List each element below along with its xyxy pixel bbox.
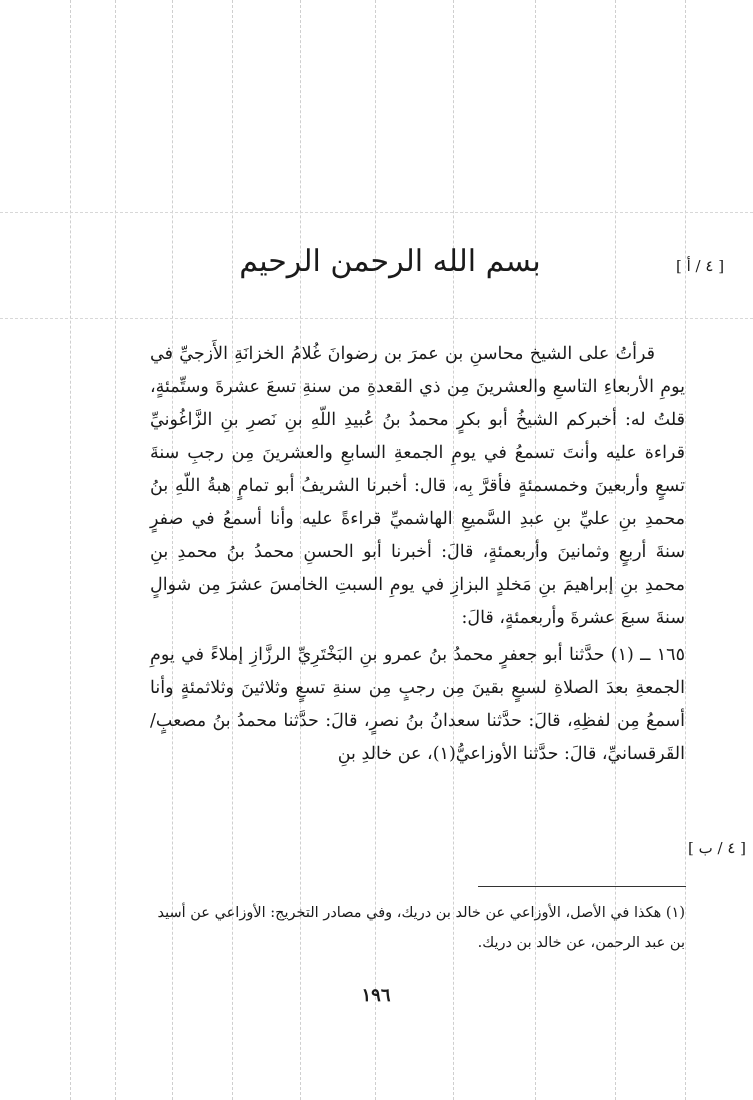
isnad-paragraph: قرأتُ على الشيخ محاسنِ بن عمرَ بن رضوانَ غُلامُ الخزانَةِ الأَزجيِّ في يومِ الأربعاءِ التاسعِ والعشرينَ مِن ذي القعدةِ من سنةِ تسعَ عشرةَ وستِّمئةٍ، قلتُ له: أخبركم الشيخُ أبو بكرٍ محمدُ بنُ عُبيدِ اللّهِ بنِ نَصرِ بنِ الزَّاغُونيِّ قراءة عليه وأنتَ تسمعُ في يومِ الجمعةِ السابعِ والعشرينَ مِن رجبِ سنةَ تسعٍ وأربعينَ وخمسمئةٍ فأقرَّ بِه، قال: أخبرنا الشريفُ أبو تمامٍ هبةُ اللّهِ بنُ محمدِ بنِ عليِّ بنِ عبدِ السَّميعِ الهاشميِّ قراءةً عليه وأنا أسمعُ في صفرٍ سنةَ أربعٍ وثمانينَ وأربعمئةٍ، قالَ: أخبرنا أبو الحسنِ محمدُ بنُ محمدِ بنِ محمدِ بنِ إبراهيمَ بنِ مَخلدٍ البزازِ في يومِ السبتِ الخامسَ عشرَ مِن شوالٍ سنةَ سبعَ عشرةَ وأربعمئةٍ، قالَ: xyxy=(150,344,685,628)
hadith-paragraph: ١٦٥ ــ (١) حدَّثنا أبو جعفرٍ محمدُ بنُ عمرو بنِ البَخْتَرِيِّ الرزَّازِ إملاءً في يومِ الجمعةِ بعدَ الصلاةِ لسبعٍ بقينَ مِن رجبٍ مِن سنةِ تسعٍ وثلاثينَ وثلاثمئةٍ وأنا أسمعُ مِن لفظِهِ، قالَ: حدَّثنا سعدانُ بنُ نصرٍ، قالَ: حدَّثنا محمدُ بنُ مصعبٍ/ القَرقسانيِّ، قالَ: حدَّثنا الأوزاعيُّ(١)، عن خالدِ بنِ xyxy=(150,645,685,764)
basmala-heading: بسم الله الرحمن الرحيم xyxy=(239,244,541,279)
footnote: (١) هكذا في الأصل، الأوزاعي عن خالد بن دريك، وفي مصادر التخريج: الأوزاعي عن أسيد بن عبد الرحمن، عن خالد بن دريك. xyxy=(157,905,685,951)
margin-note-folio-top: [ ٤ / أ ] xyxy=(676,257,725,275)
main-text xyxy=(150,338,685,771)
footnote-separator xyxy=(478,886,686,887)
margin-note-folio-side: [ ٤ / ب ] xyxy=(688,839,747,857)
page-number: ١٩٦ xyxy=(361,985,391,1006)
